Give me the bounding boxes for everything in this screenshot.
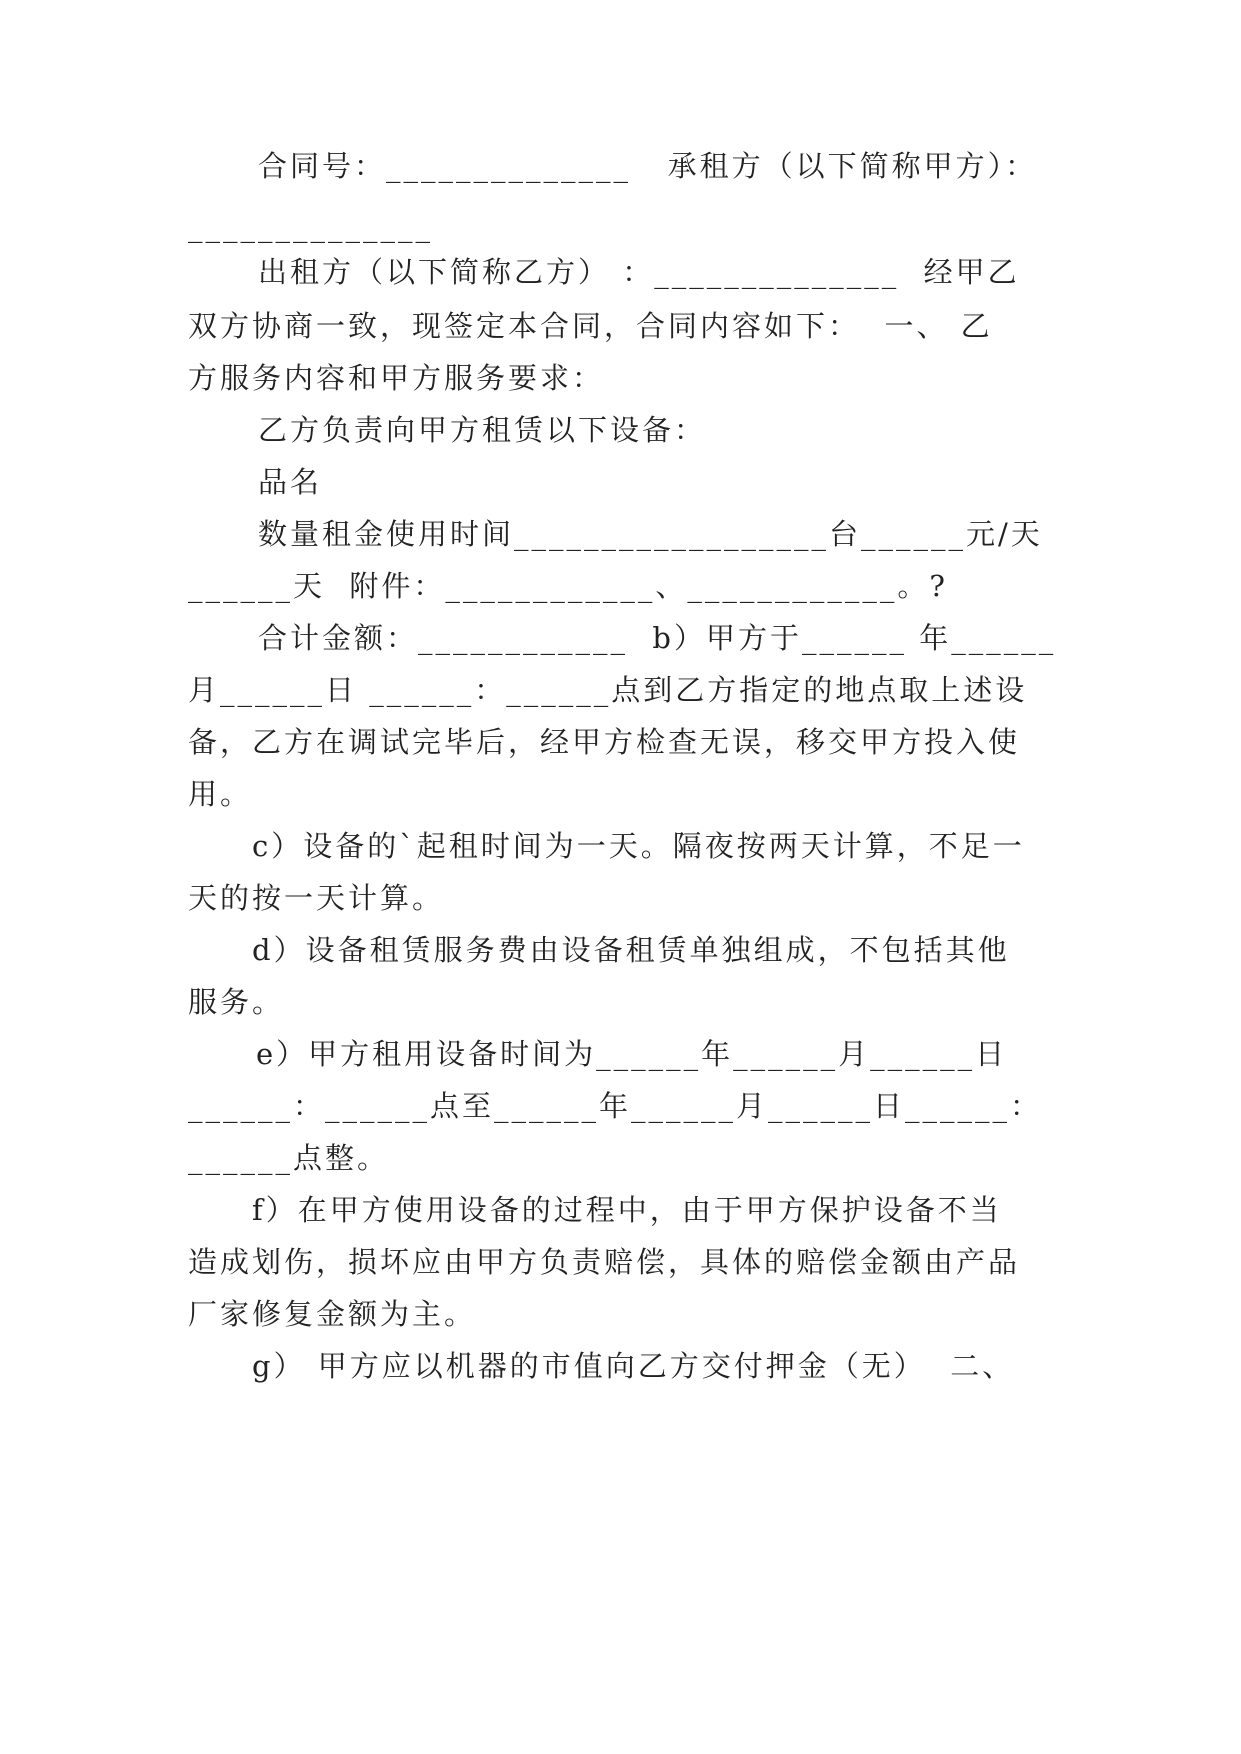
pickup-time-line: 月______日 ______：______点到乙方指定的地点取上述设 (188, 673, 1028, 707)
clause-e-line-2: ______：______点至______年______月______日______： (188, 1089, 1043, 1123)
clause-f-line-2: 造成划伤，损坏应由甲方负责赔偿，具体的赔偿金额由产品 (188, 1245, 1021, 1279)
item-name-label: 品名 (258, 465, 323, 499)
clause-f-line-1: f）在甲方使用设备的过程中，由于甲方保护设备不当 (252, 1193, 1002, 1227)
use-line: 用。 (188, 777, 253, 811)
clause-c-line-1: c）设备的`起租时间为一天。隔夜按两天计算，不足一 (252, 829, 1025, 863)
clause-f-line-3: 厂家修复金额为主。 (188, 1297, 477, 1331)
clause-d-line-2: 服务。 (188, 985, 285, 1019)
total-amount-line: 合计金额：____________ b）甲方于______ 年______ (258, 621, 1057, 655)
clause-c-line-2: 天的按一天计算。 (188, 881, 445, 915)
agreement-line: 双方协商一致，现签定本合同，合同内容如下： 一、 乙 (188, 309, 993, 343)
clause-d-line-1: d）设备租赁服务费由设备租赁单独组成，不包括其他 (252, 933, 1010, 967)
days-accessories-line: ______天 附件：____________、____________。? (188, 569, 948, 603)
lessee-blank-line: ______________ (188, 209, 433, 243)
debug-handover-line: 备，乙方在调试完毕后，经甲方检查无误，移交甲方投入使 (188, 725, 1021, 759)
contract-number-line: 合同号：______________ 承租方（以下简称甲方）： (258, 149, 1038, 183)
quantity-rent-line: 数量租金使用时间__________________台______元/天 (258, 517, 1043, 551)
clause-e-line-1: e）甲方租用设备时间为______年______月______日 (256, 1037, 1008, 1071)
equipment-intro-line: 乙方负责向甲方租赁以下设备： (258, 413, 707, 447)
clause-e-line-3: ______点整。 (188, 1141, 390, 1175)
clause-g-line: g） 甲方应以机器的市值向乙方交付押金（无） 二、 (252, 1349, 1015, 1383)
lessor-line: 出租方（以下简称乙方） ：______________ 经甲乙 (258, 255, 1020, 289)
service-requirements-line: 方服务内容和甲方服务要求： (188, 361, 605, 395)
